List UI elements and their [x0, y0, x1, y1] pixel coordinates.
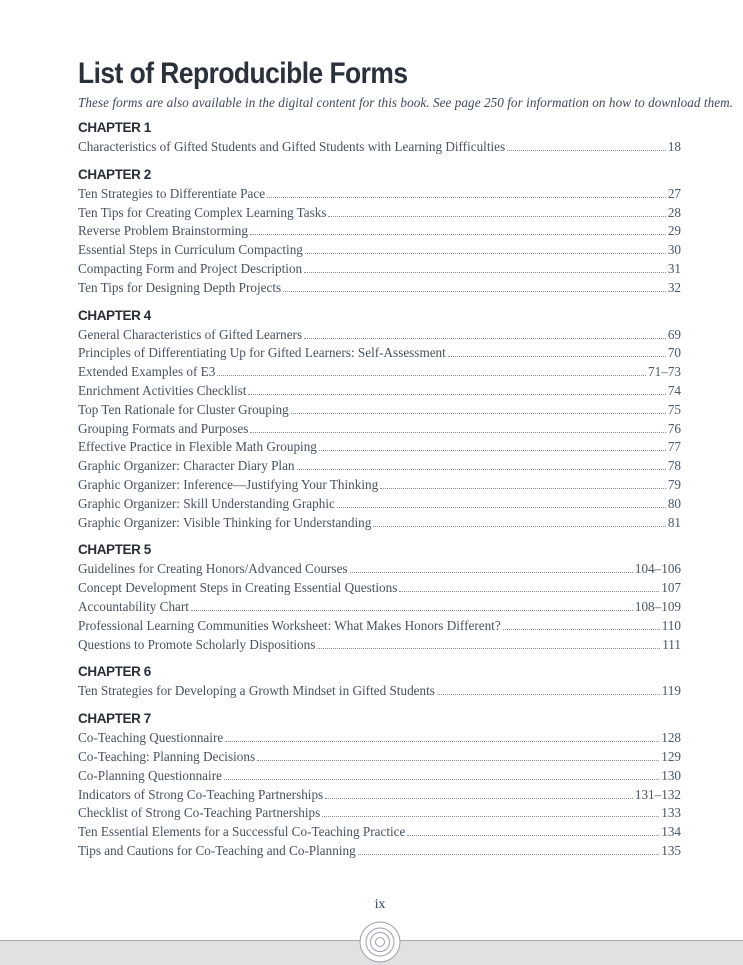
toc-entry-page: 70: [667, 345, 681, 361]
toc-entry-page: 129: [661, 748, 681, 764]
toc-entry-label: Ten Tips for Creating Complex Learning Tasks: [78, 204, 327, 220]
toc-entry-label: Characteristics of Gifted Students and Gifted Students with Learning Difficulties: [78, 139, 506, 154]
toc-entry-page: 108–109: [634, 598, 681, 614]
toc-entry-page: 104–106: [634, 561, 681, 577]
toc-entry-label: Checklist of Strong Co-Teaching Partnerships: [78, 805, 321, 821]
toc-entry: [78, 637, 681, 656]
toc-entry: [78, 439, 681, 458]
chapter-heading: CHAPTER 2: [78, 166, 151, 182]
toc-entry-page: 80: [667, 495, 681, 511]
toc-entry-page: 111: [662, 636, 681, 652]
toc-entry-page: 135: [661, 842, 681, 858]
toc-entry: [78, 515, 681, 534]
concentric-circles-icon: [358, 920, 402, 964]
toc-entry-page: 79: [667, 476, 681, 492]
toc-entry-page: 110: [661, 617, 681, 633]
toc-entry: [78, 843, 681, 862]
toc-entry: [78, 580, 681, 599]
page-title-text: List of Reproducible Forms: [78, 57, 408, 90]
toc-entry-page: 18: [667, 139, 681, 154]
toc-entry-page: 27: [667, 185, 681, 201]
toc-entry-page: 128: [661, 730, 681, 746]
toc-entry-page: 31: [667, 260, 681, 276]
toc-entry-label: Ten Strategies for Developing a Growth Mindset in Gifted Students: [78, 683, 435, 699]
dotted-leader: [350, 572, 633, 573]
toc-entry: [78, 496, 681, 515]
toc-entry-label: Guidelines for Creating Honors/Advanced Courses: [78, 561, 348, 577]
chapter-heading: CHAPTER 6: [78, 664, 151, 680]
toc-entry-label: Reverse Problem Brainstorming: [78, 223, 248, 239]
dotted-leader: [507, 150, 666, 151]
dotted-leader: [399, 591, 659, 592]
toc-entry: [78, 805, 681, 824]
toc-entry: [78, 599, 681, 618]
toc-entry: [78, 749, 681, 768]
chapter-section: [78, 665, 681, 702]
toc-entry-label: Ten Strategies to Differentiate Pace: [78, 185, 266, 201]
toc-entry-page: 131–132: [634, 786, 681, 802]
toc-entry-page: 81: [667, 514, 681, 530]
toc-entry: [78, 730, 681, 749]
chapter-section: [78, 168, 681, 299]
dotted-leader: [503, 629, 660, 630]
dotted-leader: [250, 234, 666, 235]
dotted-leader: [319, 450, 666, 451]
toc-entry-label: Compacting Form and Project Description: [78, 260, 303, 276]
folio-page-number: ix: [374, 896, 386, 911]
toc-entry-label: Professional Learning Communities Worksheet: What Makes Honors Different?: [78, 617, 501, 633]
toc-entry-page: 119: [661, 683, 681, 699]
dotted-leader: [304, 272, 666, 273]
toc-entry: [78, 186, 681, 205]
dotted-leader: [407, 835, 659, 836]
toc-entry-label: Top Ten Rationale for Cluster Grouping: [78, 401, 289, 417]
dotted-leader: [224, 779, 659, 780]
toc-entry-page: 32: [667, 279, 681, 295]
toc-entry-page: 75: [667, 401, 681, 417]
toc-entry-page: 78: [667, 458, 681, 474]
toc-entry-page: 76: [667, 420, 681, 436]
dotted-leader: [291, 413, 666, 414]
toc-entry-label: Essential Steps in Curriculum Compacting: [78, 242, 303, 258]
toc-entry: [78, 242, 681, 261]
toc-entry-label: Extended Examples of E3: [78, 364, 216, 380]
toc-entry-label: Co-Teaching: Planning Decisions: [78, 748, 256, 764]
dotted-leader: [358, 854, 660, 855]
chapter-heading: CHAPTER 5: [78, 542, 151, 558]
chapter-heading: CHAPTER 1: [78, 120, 151, 135]
toc-entry-page: 77: [667, 439, 681, 455]
toc-entry: [78, 458, 681, 477]
toc-entry: [78, 383, 681, 402]
dotted-leader: [305, 253, 666, 254]
toc-entry: [78, 477, 681, 496]
toc-entry-page: 71–73: [648, 364, 681, 380]
toc-entry-label: Graphic Organizer: Character Diary Plan: [78, 458, 295, 474]
toc-entry: [78, 768, 681, 787]
toc-entry-label: Ten Tips for Designing Depth Projects: [78, 279, 282, 295]
toc-entry: [78, 364, 681, 383]
dotted-leader: [337, 507, 666, 508]
dotted-leader: [322, 816, 659, 817]
toc-entry: [78, 683, 681, 702]
toc-entry-page: 133: [661, 805, 681, 821]
toc-entry-page: 29: [667, 223, 681, 239]
dotted-leader: [317, 648, 660, 649]
toc-entry-page: 107: [661, 580, 681, 596]
dotted-leader: [217, 375, 646, 376]
dotted-leader: [267, 197, 666, 198]
toc-entry-label: Principles of Differentiating Up for Gifted Learners: Self-Assessment: [78, 345, 446, 361]
toc-entry-label: Questions to Promote Scholarly Dispositions: [78, 636, 316, 652]
toc-entry-page: 30: [667, 242, 681, 258]
toc-entry: [78, 280, 681, 299]
toc-entry-label: Graphic Organizer: Inference—Justifying Your Thinking: [78, 476, 379, 492]
toc-entry-label: Concept Development Steps in Creating Essential Questions: [78, 580, 398, 596]
toc-entry: [78, 261, 681, 280]
toc-entry-label: Co-Planning Questionnaire: [78, 767, 222, 783]
dotted-leader: [304, 338, 666, 339]
dotted-leader: [328, 216, 665, 217]
toc-entry-page: 130: [661, 767, 681, 783]
dotted-leader: [325, 798, 633, 799]
toc-entry-label: Co-Teaching Questionnaire: [78, 730, 224, 746]
chapter-heading: CHAPTER 4: [78, 307, 151, 323]
dotted-leader: [257, 760, 659, 761]
dotted-leader: [437, 694, 660, 695]
toc-entry: [78, 787, 681, 806]
dotted-leader: [191, 610, 633, 611]
toc-entry: [78, 223, 681, 242]
toc-entry-label: Grouping Formats and Purposes: [78, 420, 249, 436]
chapter-section: [78, 543, 681, 655]
dotted-leader: [283, 291, 666, 292]
toc-entry: [78, 205, 681, 224]
toc-entry-page: 74: [667, 382, 681, 398]
toc-entry-page: 28: [667, 204, 681, 220]
chapter-heading: CHAPTER 7: [78, 711, 151, 727]
toc-entry-label: Graphic Organizer: Visible Thinking for Understanding: [78, 514, 372, 530]
toc-entry: [78, 421, 681, 440]
toc-entry: [78, 139, 681, 158]
toc-entry-label: Ten Essential Elements for a Successful Co-Teaching Practice: [78, 824, 406, 840]
toc-entry: [78, 402, 681, 421]
toc-entry-label: Effective Practice in Flexible Math Grouping: [78, 439, 317, 455]
toc-entry: [78, 618, 681, 637]
toc-entry: [78, 561, 681, 580]
toc-entry-label: Enrichment Activities Checklist: [78, 382, 247, 398]
dotted-leader: [250, 432, 665, 433]
page-title: [78, 58, 681, 90]
toc-entry-label: General Characteristics of Gifted Learners: [78, 326, 303, 342]
toc-entry-label: Indicators of Strong Co-Teaching Partnerships: [78, 786, 324, 802]
chapter-section: [78, 309, 681, 534]
dotted-leader: [448, 356, 666, 357]
chapter-section: [78, 121, 681, 158]
toc-list: [78, 121, 681, 862]
dotted-leader: [225, 741, 659, 742]
toc-entry-label: Tips and Cautions for Co-Teaching and Co-Planning: [78, 842, 356, 858]
toc-entry-page: 134: [661, 824, 681, 840]
toc-entry: [78, 327, 681, 346]
toc-entry: [78, 824, 681, 843]
dotted-leader: [380, 488, 666, 489]
subtitle-note: These forms are also available in the digital content for this book. See page 250 for information on how to download them.: [78, 95, 734, 110]
toc-entry-label: Graphic Organizer: Skill Understanding Graphic: [78, 495, 335, 511]
dotted-leader: [373, 526, 666, 527]
toc-entry-page: 69: [667, 326, 681, 342]
toc-entry: [78, 345, 681, 364]
toc-entry-label: Accountability Chart: [78, 598, 189, 614]
dotted-leader: [297, 469, 666, 470]
chapter-section: [78, 712, 681, 862]
dotted-leader: [248, 394, 665, 395]
